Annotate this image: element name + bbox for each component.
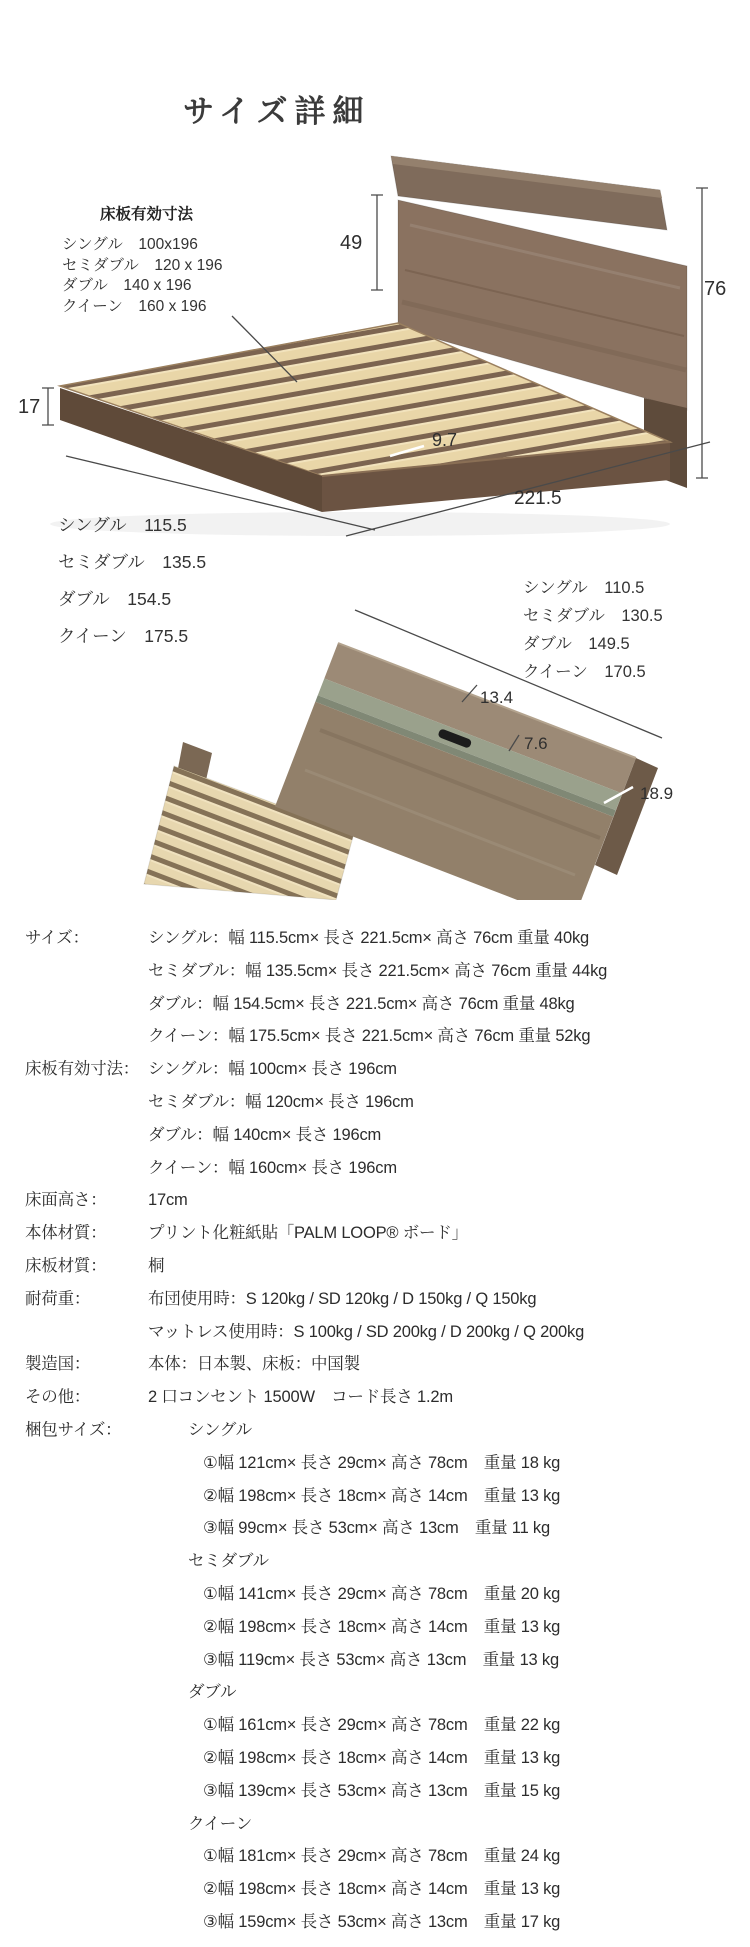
spec-value: クイーン：幅 175.5cm× 長さ 221.5cm× 高さ 76cm 重量 52kg: [148, 1027, 591, 1046]
spec-value: ③幅 119cm× 長さ 53cm× 高さ 13cm 重量 13 kg: [203, 1650, 559, 1669]
slat-size-item: シングル 100x196: [62, 236, 198, 253]
spec-value: マットレス使用時：S 100kg / SD 200kg / D 200kg / Q 200kg: [148, 1322, 585, 1341]
spec-label: 梱包サイズ：: [25, 1420, 122, 1439]
spec-table: [25, 922, 737, 1939]
spec-value: ②幅 198cm× 長さ 18cm× 高さ 14cm 重量 13 kg: [203, 1880, 561, 1899]
spec-value: ダブル：幅 140cm× 長さ 196cm: [148, 1125, 382, 1144]
spec-row: [25, 1217, 737, 1250]
spec-label: 製造国：: [25, 1355, 91, 1374]
spec-row: [25, 1283, 737, 1316]
spec-row: [25, 1020, 737, 1053]
spec-row: [25, 1545, 737, 1578]
spec-value: 2 口コンセント 1500W コード長さ 1.2m: [148, 1388, 453, 1407]
spec-row: [25, 1250, 737, 1283]
spec-value: 17cm: [148, 1191, 188, 1210]
overall-width-item: クイーン 175.5: [58, 626, 189, 646]
spec-value: ダブル：幅 154.5cm× 長さ 221.5cm× 高さ 76cm 重量 48kg: [148, 994, 575, 1013]
spec-row: [25, 922, 737, 955]
headboard-width-item: シングル 110.5: [523, 579, 645, 597]
dim-length: 221.5: [514, 488, 562, 509]
dim-back-height: 18.9: [640, 784, 674, 803]
spec-row: [25, 1644, 737, 1677]
dim-shelf-front: 7.6: [524, 734, 548, 753]
slat-size-item: セミダブル 120 x 196: [62, 256, 223, 274]
spec-row: [25, 1119, 737, 1152]
spec-row: [25, 1381, 737, 1414]
spec-row: [25, 1053, 737, 1086]
spec-value: ①幅 141cm× 長さ 29cm× 高さ 78cm 重量 20 kg: [203, 1584, 561, 1603]
spec-value: ①幅 181cm× 長さ 29cm× 高さ 78cm 重量 24 kg: [203, 1847, 561, 1866]
spec-value: クイーン：幅 160cm× 長さ 196cm: [148, 1158, 397, 1177]
spec-value: 桐: [148, 1256, 165, 1275]
spec-row: [25, 1873, 737, 1906]
slat-dimension-heading: 床板有効寸法: [100, 206, 194, 223]
spec-row: [25, 1447, 737, 1480]
spec-value: シングル: [188, 1420, 252, 1439]
spec-row: [25, 1808, 737, 1841]
dim-slat-pitch: 9.7: [432, 430, 458, 450]
spec-row: [25, 1480, 737, 1513]
page-title: サイズ詳細: [183, 94, 371, 129]
headboard-width-list: [523, 574, 663, 686]
dim-headboard-height: 49: [340, 232, 363, 254]
spec-value: 本体：日本製、床板：中国製: [148, 1355, 360, 1374]
spec-row: [25, 1578, 737, 1611]
spec-row: [25, 1348, 737, 1381]
spec-value: 布団使用時：S 120kg / SD 120kg / D 150kg / Q 150kg: [148, 1289, 537, 1308]
spec-label: 床板有効寸法：: [25, 1060, 140, 1079]
overall-width-item: シングル 115.5: [58, 515, 187, 535]
spec-label: 床板材質：: [25, 1256, 107, 1275]
spec-row: [25, 1906, 737, 1939]
spec-row: [25, 1184, 737, 1217]
overall-width-item: ダブル 154.5: [58, 589, 172, 609]
spec-row: [25, 1414, 737, 1447]
spec-label: その他：: [25, 1388, 91, 1407]
spec-value: ②幅 198cm× 長さ 18cm× 高さ 14cm 重量 13 kg: [203, 1486, 561, 1505]
headboard-width-item: ダブル 149.5: [523, 635, 630, 653]
dim-shelf-top: 13.4: [480, 688, 514, 707]
spec-value: ②幅 198cm× 長さ 18cm× 高さ 14cm 重量 13 kg: [203, 1748, 561, 1767]
spec-row: [25, 955, 737, 988]
spec-row: [25, 1611, 737, 1644]
dim-frame-height: 17: [18, 396, 41, 418]
spec-value: ②幅 198cm× 長さ 18cm× 高さ 14cm 重量 13 kg: [203, 1617, 561, 1636]
slat-size-item: クイーン 160 x 196: [62, 297, 207, 315]
bed-photo-headboard: [0, 480, 750, 900]
spec-label: 本体材質：: [25, 1224, 107, 1243]
spec-value: ③幅 159cm× 長さ 53cm× 高さ 13cm 重量 17 kg: [203, 1912, 561, 1931]
spec-row: [25, 1742, 737, 1775]
spec-row: [25, 1775, 737, 1808]
spec-value: セミダブル: [188, 1552, 269, 1571]
spec-value: クイーン: [188, 1814, 253, 1833]
slat-size-list: [62, 235, 222, 317]
spec-row: [25, 1152, 737, 1185]
spec-value: シングル：幅 115.5cm× 長さ 221.5cm× 高さ 76cm 重量 40kg: [148, 929, 589, 947]
slat-size-item: ダブル 140 x 196: [62, 277, 192, 294]
headboard-width-item: セミダブル 130.5: [523, 607, 663, 625]
spec-label: サイズ：: [25, 929, 89, 947]
spec-value: ①幅 161cm× 長さ 29cm× 高さ 78cm 重量 22 kg: [203, 1716, 561, 1735]
headboard-width-item: クイーン 170.5: [523, 663, 646, 681]
spec-value: ③幅 99cm× 長さ 53cm× 高さ 13cm 重量 11 kg: [203, 1519, 550, 1538]
spec-row: [25, 1316, 737, 1349]
spec-row: [25, 1512, 737, 1545]
spec-row: [25, 1676, 737, 1709]
spec-label: 床面高さ：: [25, 1191, 107, 1210]
spec-value: ③幅 139cm× 長さ 53cm× 高さ 13cm 重量 15 kg: [203, 1781, 561, 1800]
spec-value: ダブル: [188, 1683, 237, 1702]
spec-value: プリント化粧紙貼「PALM LOOP® ボード」: [148, 1224, 468, 1243]
dim-total-height: 76: [704, 278, 727, 300]
overall-width-item: セミダブル 135.5: [58, 552, 207, 572]
headboard-illustration: [0, 480, 750, 900]
spec-label: 耐荷重：: [25, 1289, 91, 1308]
spec-row: [25, 988, 737, 1021]
spec-value: セミダブル：幅 135.5cm× 長さ 221.5cm× 高さ 76cm 重量 44kg: [148, 961, 608, 980]
spec-value: セミダブル：幅 120cm× 長さ 196cm: [148, 1092, 414, 1111]
spec-row: [25, 1086, 737, 1119]
spec-row: [25, 1840, 737, 1873]
spec-row: [25, 1709, 737, 1742]
spec-value: シングル：幅 100cm× 長さ 196cm: [148, 1060, 397, 1079]
spec-value: ①幅 121cm× 長さ 29cm× 高さ 78cm 重量 18 kg: [203, 1453, 561, 1472]
